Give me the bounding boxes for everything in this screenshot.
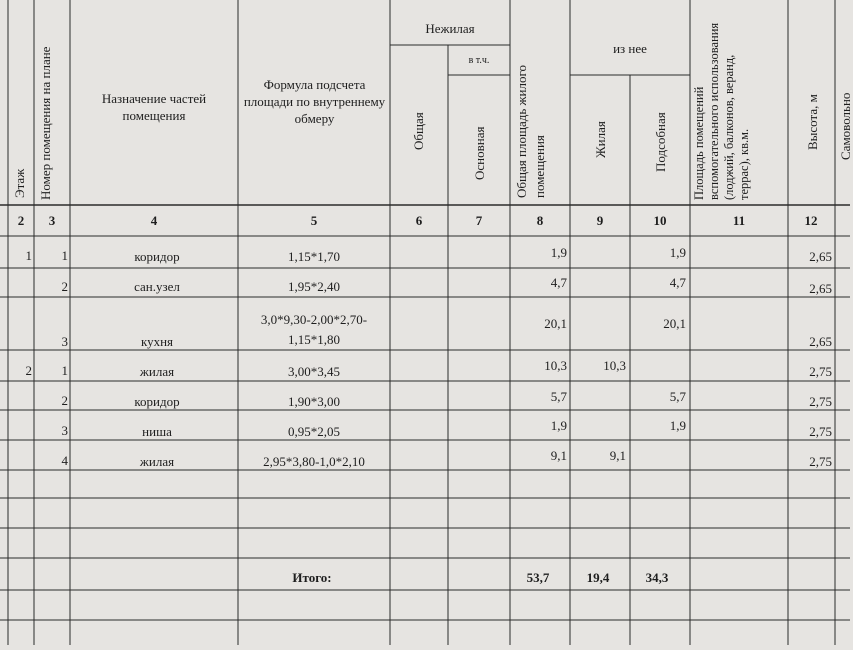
row7-height: 2,75 xyxy=(809,454,832,469)
header-general: Общая xyxy=(411,112,426,150)
header-floor: Этаж xyxy=(12,168,27,198)
row6-formula: 0,95*2,05 xyxy=(288,424,340,439)
row2-height: 2,65 xyxy=(809,281,832,296)
colnum-3: 3 xyxy=(48,213,56,228)
row3-height: 2,65 xyxy=(809,334,832,349)
row5-name: коридор xyxy=(134,394,180,409)
row1-aux: 1,9 xyxy=(669,245,686,260)
row4-num: 1 xyxy=(61,363,68,378)
totals-total: 53,7 xyxy=(526,570,550,585)
header-nonresidential: Нежилая xyxy=(425,21,475,36)
colnum-9: 9 xyxy=(596,213,604,228)
header-main: Основная xyxy=(472,126,487,180)
row6-aux: 1,9 xyxy=(669,418,686,433)
header-of-which: из нее xyxy=(613,41,647,56)
totals-aux: 34,3 xyxy=(645,570,669,585)
colnum-6: 6 xyxy=(415,213,423,228)
row2-aux: 4,7 xyxy=(669,275,686,290)
row3-name: кухня xyxy=(140,334,174,349)
colnum-4: 4 xyxy=(150,213,158,228)
row3-formula: 3,0*9,30-2,00*2,70- xyxy=(260,312,368,327)
header-auxiliary: Подсобная xyxy=(653,112,668,172)
row2-num: 2 xyxy=(61,279,68,294)
row7-num: 4 xyxy=(61,453,68,468)
totals-living: 19,4 xyxy=(586,570,610,585)
row5-total: 5,7 xyxy=(550,389,567,404)
row4-formula: 3,00*3,45 xyxy=(288,364,340,379)
row1-num: 1 xyxy=(61,248,68,263)
row2-total: 4,7 xyxy=(550,275,567,290)
row6-num: 3 xyxy=(61,423,68,438)
row5-aux: 5,7 xyxy=(669,389,686,404)
row7-formula: 2,95*3,80-1,0*2,10 xyxy=(263,454,365,469)
colnum-7: 7 xyxy=(475,213,483,228)
row2-name: сан.узел xyxy=(134,279,180,294)
row4-height: 2,75 xyxy=(809,364,832,379)
row5-formula: 1,90*3,00 xyxy=(288,394,340,409)
row3-formula-cont: 1,15*1,80 xyxy=(288,332,340,347)
row3-total: 20,1 xyxy=(544,316,567,331)
row1-total: 1,9 xyxy=(550,245,567,260)
row6-total: 1,9 xyxy=(550,418,567,433)
row1-height: 2,65 xyxy=(809,249,832,264)
row4-floor: 2 xyxy=(25,363,32,378)
header-aux-area: Площадь помещений вспомогательного использования (лоджий, балконов, веранд, террас), кв.м. xyxy=(692,22,751,200)
row5-num: 2 xyxy=(61,393,68,408)
row6-name: ниша xyxy=(142,424,172,439)
colnum-2: 2 xyxy=(17,213,25,228)
colnum-5: 5 xyxy=(310,213,318,228)
row4-total: 10,3 xyxy=(544,358,567,373)
header-formula: Формула подсчета площади по внутреннему обмеру xyxy=(243,77,386,126)
colnum-10: 10 xyxy=(653,213,667,228)
row3-num: 3 xyxy=(61,334,68,349)
row1-name: коридор xyxy=(134,249,180,264)
header-total-area: Общая площадь жилого помещения xyxy=(514,65,547,198)
header-incl: в т.ч. xyxy=(468,55,490,66)
header-room-number: Номер помещения на плане xyxy=(38,46,53,200)
row4-living: 10,3 xyxy=(603,358,626,373)
totals-label: Итого: xyxy=(292,570,332,585)
row7-total: 9,1 xyxy=(550,448,567,463)
header-purpose: Назначение частей помещения xyxy=(101,91,207,123)
header-height: Высота, м xyxy=(805,94,820,150)
row7-name: жилая xyxy=(139,454,175,469)
row5-height: 2,75 xyxy=(809,394,832,409)
header-living: Жилая xyxy=(593,121,608,158)
row1-formula: 1,15*1,70 xyxy=(288,249,340,264)
colnum-11: 11 xyxy=(732,213,746,228)
row3-aux: 20,1 xyxy=(663,316,686,331)
row2-formula: 1,95*2,40 xyxy=(288,279,340,294)
header-unauthorized: Самовольно xyxy=(838,92,853,160)
row1-floor: 1 xyxy=(25,248,32,263)
row4-name: жилая xyxy=(139,364,175,379)
row6-height: 2,75 xyxy=(809,424,832,439)
row7-living: 9,1 xyxy=(609,448,626,463)
colnum-8: 8 xyxy=(536,213,544,228)
colnum-12: 12 xyxy=(804,213,818,228)
